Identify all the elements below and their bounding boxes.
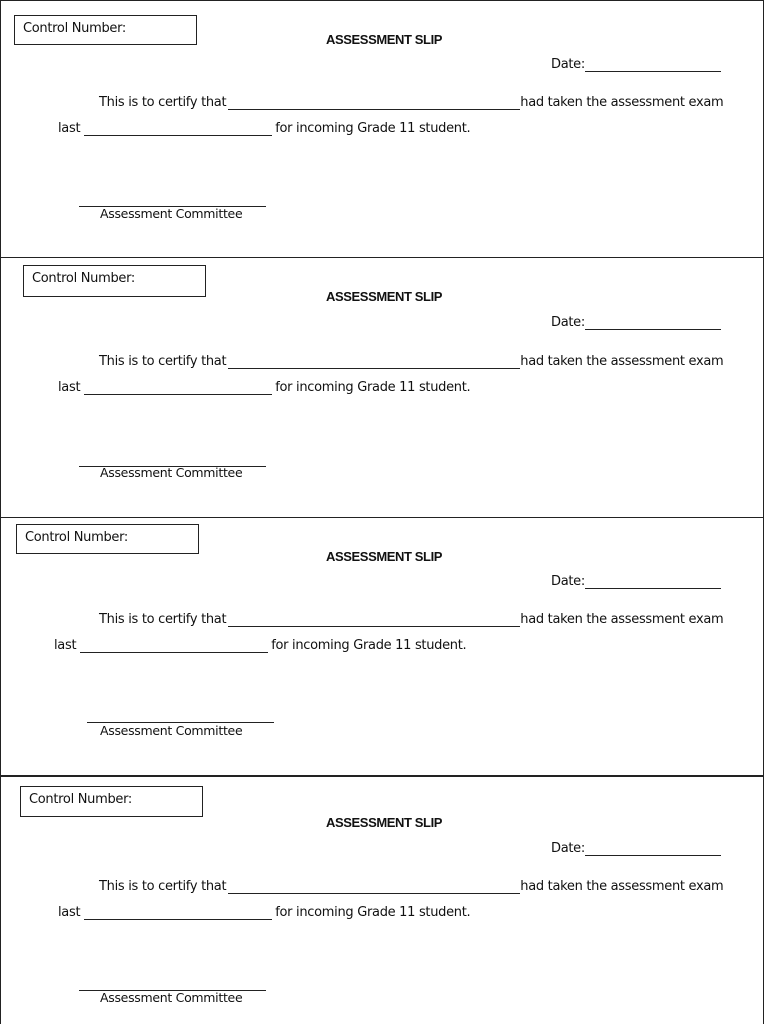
- last-line: [58, 380, 470, 395]
- date-field: [551, 841, 721, 856]
- certify-text: This is to certify that: [99, 95, 227, 110]
- date-label: Date:: [551, 574, 585, 589]
- control-number-label: Control Number:: [29, 792, 132, 807]
- certify-text: This is to certify that: [99, 354, 227, 369]
- committee-label: Assessment Committee: [100, 465, 243, 480]
- control-number-label: Control Number:: [32, 271, 135, 286]
- exam-text: had taken the assessment exam: [520, 95, 724, 110]
- certify-text: This is to certify that: [99, 879, 227, 894]
- assessment-slip-1: [0, 0, 764, 258]
- grade-text: for incoming Grade 11 student.: [271, 638, 467, 653]
- grade-text: for incoming Grade 11 student.: [275, 121, 471, 136]
- certify-line: [99, 612, 723, 627]
- control-number-box[interactable]: [14, 15, 197, 45]
- exam-date-blank[interactable]: [84, 121, 272, 136]
- exam-date-blank[interactable]: [80, 638, 268, 653]
- date-blank[interactable]: [585, 574, 721, 589]
- grade-text: for incoming Grade 11 student.: [275, 380, 471, 395]
- date-blank[interactable]: [585, 841, 721, 856]
- exam-date-blank[interactable]: [84, 905, 272, 920]
- exam-date-blank[interactable]: [84, 380, 272, 395]
- last-line: [58, 121, 470, 136]
- date-blank[interactable]: [585, 57, 721, 72]
- slip-title: ASSESSMENT SLIP: [326, 815, 443, 830]
- certify-line: [99, 879, 723, 894]
- student-name-blank[interactable]: [228, 354, 520, 369]
- assessment-slip-4: [0, 776, 764, 1024]
- date-label: Date:: [551, 315, 585, 330]
- certify-text: This is to certify that: [99, 612, 227, 627]
- committee-label: Assessment Committee: [100, 990, 243, 1005]
- control-number-box[interactable]: [20, 786, 203, 817]
- date-label: Date:: [551, 841, 585, 856]
- date-blank[interactable]: [585, 315, 721, 330]
- last-text: last: [58, 121, 81, 136]
- slip-title: ASSESSMENT SLIP: [326, 289, 443, 304]
- committee-label: Assessment Committee: [100, 723, 243, 738]
- exam-text: had taken the assessment exam: [520, 612, 724, 627]
- slip-title: ASSESSMENT SLIP: [326, 32, 443, 47]
- control-number-label: Control Number:: [25, 530, 128, 545]
- slip-title: ASSESSMENT SLIP: [326, 549, 443, 564]
- date-field: [551, 57, 721, 72]
- certify-line: [99, 354, 723, 369]
- student-name-blank[interactable]: [228, 879, 520, 894]
- assessment-slip-2: [0, 258, 764, 518]
- last-line: [58, 905, 470, 920]
- grade-text: for incoming Grade 11 student.: [275, 905, 471, 920]
- committee-label: Assessment Committee: [100, 206, 243, 221]
- last-text: last: [58, 380, 81, 395]
- control-number-box[interactable]: [23, 265, 206, 297]
- exam-text: had taken the assessment exam: [520, 879, 724, 894]
- control-number-box[interactable]: [16, 524, 199, 554]
- student-name-blank[interactable]: [228, 612, 520, 627]
- control-number-label: Control Number:: [23, 21, 126, 36]
- assessment-slip-3: [0, 518, 764, 776]
- date-field: [551, 315, 721, 330]
- certify-line: [99, 95, 723, 110]
- last-line: [54, 638, 466, 653]
- last-text: last: [58, 905, 81, 920]
- date-field: [551, 574, 721, 589]
- date-label: Date:: [551, 57, 585, 72]
- exam-text: had taken the assessment exam: [520, 354, 724, 369]
- last-text: last: [54, 638, 77, 653]
- student-name-blank[interactable]: [228, 95, 520, 110]
